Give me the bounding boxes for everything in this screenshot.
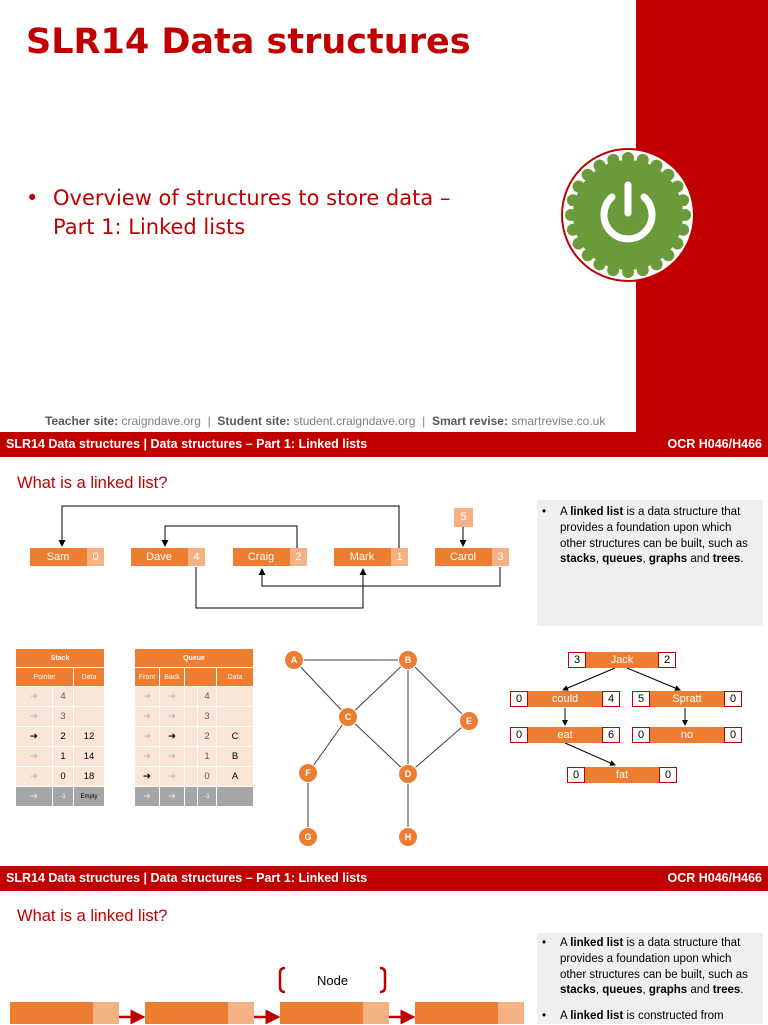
tree-right-pointer: 0	[724, 727, 742, 743]
slide-title: SLR14 Data structures	[26, 22, 471, 62]
node-pointer: 1	[391, 548, 408, 566]
footer-links	[45, 414, 605, 428]
student-site-label: Student site:	[217, 414, 291, 428]
info-text: A	[560, 937, 571, 949]
overview-bullet	[26, 184, 450, 242]
tree-value: eat	[528, 727, 602, 743]
graph-edges	[280, 645, 490, 850]
spacer	[185, 747, 198, 767]
info-text: and	[687, 984, 713, 997]
tree-left-pointer: 0	[567, 767, 585, 783]
queue-data	[217, 707, 254, 727]
tree-right-pointer: 6	[602, 727, 620, 743]
tree-right-pointer: 0	[659, 767, 677, 783]
pointer-arrow-icon: ➔	[16, 767, 53, 787]
graph-node-h: H	[398, 827, 418, 847]
back-arrow-icon: ➔	[160, 687, 185, 707]
queue-header-front: Front	[135, 668, 160, 687]
node-pointer: 4	[188, 548, 205, 566]
start-pointer: 5	[454, 508, 473, 527]
header-left-text: SLR14 Data structures | Data structures – Part 1: Linked lists	[6, 437, 368, 451]
teacher-site-link[interactable]: craigndave.org	[121, 414, 201, 428]
graph-node-g: G	[298, 827, 318, 847]
back-arrow-icon: ➔	[160, 787, 185, 807]
info-text: is a data structure that provides a foundation upon which other structures can be built, such as	[560, 506, 748, 550]
queue-data: B	[217, 747, 254, 767]
list-node	[415, 1002, 524, 1024]
info-term: linked list	[570, 937, 624, 949]
node-data: Sam	[46, 551, 70, 563]
info-box	[537, 500, 763, 626]
list-node-craig	[233, 548, 307, 566]
tree-left-pointer: 5	[632, 691, 650, 707]
node-pointer	[498, 1002, 524, 1024]
node-pointer	[363, 1002, 389, 1024]
stack-data: 18	[74, 767, 105, 787]
stack-data: 12	[74, 727, 105, 747]
node-pointer: 2	[290, 548, 307, 566]
info-paragraph-2	[537, 999, 763, 1025]
info-bullet: •	[542, 506, 547, 518]
graph-node-d: D	[398, 764, 418, 784]
queue-index: -1	[198, 787, 217, 807]
queue-index: 2	[198, 727, 217, 747]
queue-index: 4	[198, 687, 217, 707]
front-arrow-icon: ➔	[135, 727, 160, 747]
stack-data	[74, 707, 105, 727]
info-paragraph	[537, 933, 763, 999]
list-node-mark	[334, 548, 408, 566]
queue-table-title: Queue	[135, 649, 254, 668]
info-text: ,	[595, 553, 603, 566]
pointer-arrow-icon: ➔	[16, 747, 53, 767]
tree-left-pointer: 0	[510, 727, 528, 743]
title-slide	[0, 0, 768, 432]
footer-separator: |	[207, 414, 211, 428]
front-arrow-icon: ➔	[135, 767, 160, 787]
info-text: ,	[642, 984, 649, 997]
stack-index: -1	[53, 787, 74, 807]
smart-revise-label: Smart revise:	[431, 414, 508, 428]
pointer-arrow-icon: ➔	[16, 787, 53, 807]
node-data: Carol	[449, 551, 477, 563]
footer-separator: |	[422, 414, 426, 428]
back-arrow-icon: ➔	[160, 727, 185, 747]
student-site-link[interactable]: student.craigndave.org	[293, 414, 416, 428]
node-data: Craig	[247, 551, 275, 563]
info-term: trees	[712, 553, 741, 566]
stack-index: 4	[53, 687, 74, 707]
queue-data	[217, 787, 254, 807]
front-arrow-icon: ➔	[135, 747, 160, 767]
queue-index: 1	[198, 747, 217, 767]
node-pointer: 3	[492, 548, 509, 566]
back-arrow-icon: ➔	[160, 707, 185, 727]
node-data	[280, 1002, 362, 1024]
graph-node-c: C	[338, 707, 358, 727]
slide-header-bar	[0, 866, 768, 891]
queue-header-data: Data	[217, 668, 254, 687]
info-bullet: •	[542, 937, 547, 949]
info-term: trees	[712, 984, 741, 997]
node-data: Dave	[146, 551, 172, 563]
tree-right-pointer: 4	[602, 691, 620, 707]
info-text: A	[560, 506, 571, 518]
tree-value: fat	[585, 767, 659, 783]
node-pointer: 0	[87, 548, 104, 566]
info-bullet: •	[542, 1010, 547, 1023]
queue-index: 3	[198, 707, 217, 727]
front-arrow-icon: ➔	[135, 707, 160, 727]
list-node-carol	[435, 548, 509, 566]
info-text: .	[740, 984, 744, 997]
node-data	[145, 1002, 227, 1024]
front-arrow-icon: ➔	[135, 787, 160, 807]
info-text: is a data structure that provides a foundation upon which other structures can be built, such as	[560, 937, 748, 981]
queue-header-index	[185, 668, 217, 687]
info-term: queues	[602, 984, 643, 997]
info-term: graphs	[648, 984, 688, 997]
stack-table-title: Stack	[16, 649, 105, 668]
info-text: A	[560, 1010, 571, 1023]
graph-node-b: B	[398, 650, 418, 670]
graph-node-f: F	[298, 763, 318, 783]
stack-header-data: Data	[74, 668, 105, 687]
stack-index: 2	[53, 727, 74, 747]
bullet-dot: •	[26, 186, 39, 210]
info-term: graphs	[648, 553, 688, 566]
pointer-arrow-icon: ➔	[16, 707, 53, 727]
info-paragraph	[537, 500, 763, 568]
info-term: linked list	[570, 506, 624, 518]
queue-index: 0	[198, 767, 217, 787]
tree-value: Jack	[586, 652, 658, 668]
stack-index: 3	[53, 707, 74, 727]
tree-left-pointer: 0	[510, 691, 528, 707]
slide-header-bar	[0, 432, 768, 457]
queue-data: A	[217, 767, 254, 787]
info-term: queues	[602, 553, 643, 566]
stack-index: 1	[53, 747, 74, 767]
spacer	[185, 727, 198, 747]
list-node-sam	[30, 548, 104, 566]
stack-header-pointer: Pointer	[16, 668, 74, 687]
stack-data	[74, 687, 105, 707]
node-data	[10, 1002, 92, 1024]
stack-data: Empty	[74, 787, 105, 807]
stack-table	[15, 648, 105, 807]
tree-left-pointer: 3	[568, 652, 586, 668]
tree-right-pointer: 0	[724, 691, 742, 707]
graph-node-e: E	[459, 711, 479, 731]
info-box	[537, 933, 763, 1024]
info-term: stacks	[560, 553, 596, 566]
tree-value: Spratt	[650, 691, 724, 707]
info-term: stacks	[560, 984, 596, 997]
header-left-text: SLR14 Data structures | Data structures – Part 1: Linked lists	[6, 871, 368, 885]
teacher-site-label: Teacher site:	[45, 414, 119, 428]
craig-n-dave-power-logo-icon	[560, 147, 696, 283]
back-arrow-icon: ➔	[160, 767, 185, 787]
spacer	[185, 687, 198, 707]
list-node	[145, 1002, 254, 1024]
info-text: and	[687, 553, 713, 566]
header-course-code: OCR H046/H466	[667, 871, 762, 885]
info-text: ,	[595, 984, 603, 997]
bullet-line-1: Overview of structures to store data –	[53, 186, 451, 210]
info-text: ,	[642, 553, 649, 566]
info-term: linked list	[570, 1010, 624, 1023]
queue-table	[134, 648, 254, 807]
queue-data	[217, 687, 254, 707]
stack-index: 0	[53, 767, 74, 787]
tree-left-pointer: 0	[632, 727, 650, 743]
tree-right-pointer: 2	[658, 652, 676, 668]
back-arrow-icon: ➔	[160, 747, 185, 767]
spacer	[185, 787, 198, 807]
queue-header-back: Back	[160, 668, 185, 687]
section-title: What is a linked list?	[17, 907, 168, 925]
info-text: is constructed from	[623, 1010, 724, 1023]
pointer-arrow-icon: ➔	[16, 687, 53, 707]
node-data: Mark	[349, 551, 375, 563]
node-pointer	[228, 1002, 254, 1024]
tree-value: could	[528, 691, 602, 707]
list-node	[280, 1002, 389, 1024]
info-text: .	[740, 553, 744, 566]
header-course-code: OCR H046/H466	[667, 437, 762, 451]
list-node	[10, 1002, 119, 1024]
tree-value: no	[650, 727, 724, 743]
front-arrow-icon: ➔	[135, 687, 160, 707]
pointer-arrow-icon: ➔	[16, 727, 53, 747]
list-node-dave	[131, 548, 205, 566]
section-title: What is a linked list?	[17, 474, 168, 492]
node-label: Node	[317, 973, 349, 988]
graph-node-a: A	[284, 650, 304, 670]
spacer	[185, 767, 198, 787]
stack-data: 14	[74, 747, 105, 767]
queue-data: C	[217, 727, 254, 747]
bullet-line-2: Part 1: Linked lists	[53, 215, 246, 239]
smart-revise-link[interactable]: smartrevise.co.uk	[511, 414, 606, 428]
spacer	[185, 707, 198, 727]
node-pointer	[93, 1002, 119, 1024]
node-data	[415, 1002, 497, 1024]
